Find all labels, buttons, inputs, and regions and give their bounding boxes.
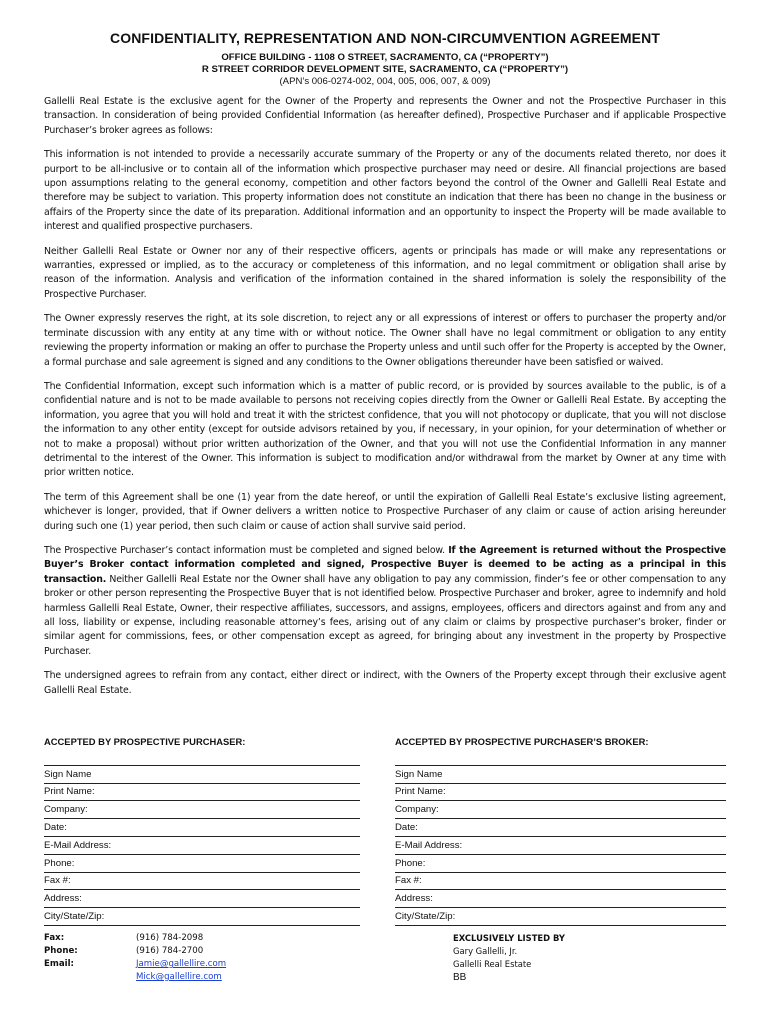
email-label: Email: bbox=[44, 959, 74, 969]
broker-field[interactable]: Phone: bbox=[395, 855, 726, 873]
phone-number: (916) 784-2700 bbox=[136, 946, 204, 956]
property-line-1: OFFICE BUILDING - 1108 O STREET, SACRAMENTO, CA (“PROPERTY”) bbox=[221, 52, 549, 63]
purchaser-field[interactable]: Phone: bbox=[44, 855, 360, 873]
paragraph-term: The term of this Agreement shall be one (1) year from the date hereof, or until the expiration of Gallelli Real Estate’s exclusive listing agreement, whichever is longer, provided, that if Owner delivers a written notice to Prospective Purchaser of any claim or cause of action arising hereunder during such one (1) year period, then such claim or cause of action shall survive said period. bbox=[44, 491, 726, 532]
broker-field[interactable]: Date: bbox=[395, 819, 726, 837]
phone-label: Phone: bbox=[44, 946, 78, 956]
paragraph-no-warranty: Neither Gallelli Real Estate or Owner nor any of their respective officers, agents or principals has made or will make any representations or warranties, expressed or implied, as to the accuracy or completeness of this information, and no legal commitment or obligation shall arise by reason of the information. Analysis and verification of the information contained in the shared information is solely the responsibility of the Prospective Purchaser. bbox=[44, 245, 726, 300]
listing-block bbox=[453, 932, 565, 984]
purchaser-field[interactable]: Sign Name bbox=[44, 765, 360, 784]
paragraph-disclaimer: This information is not intended to provide a necessarily accurate summary of the Property or any of the documents related thereto, nor does it purport to be all-inclusive or to contain all of the information which prospective purchaser may need or desire. All financial projections are based upon assumptions relating to the general economy, competition and other factors beyond the control of the Owner and Gallelli Real Estate and therefore may be subject to variation. This property information does not constitute an indication that there has been no change in the business or affairs of the Property since the date of its preparation. Additional information and an opportunity to inspect the Property will be made available to interest and qualified prospective purchasers. bbox=[44, 149, 726, 233]
listing-heading: EXCLUSIVELY LISTED BY bbox=[453, 933, 565, 943]
purchaser-field[interactable]: Address: bbox=[44, 890, 360, 908]
listing-agent: Gary Gallelli, Jr. bbox=[453, 946, 518, 956]
purchaser-field[interactable]: Fax #: bbox=[44, 872, 360, 890]
purchaser-field[interactable]: Date: bbox=[44, 819, 360, 837]
indemnity-text: Neither Gallelli Real Estate nor the Owner shall have any obligation to pay any commission, finder’s fee or other compensation to any broker or other person representing the Prospective Buyer that is not identified below. Prospective Purchaser and broker, agree to indemnify and hold harmless Gallelli Real Estate, Owner, their respective affiliates, successors, and assigns, employees, officers and directors against and from any and all loss, liability or expense, including reasonable attorney’s fees, arising out of any claim or claims by prospective purchaser’s broker, finder or similar agent for commissions, fees, or other compensation except as agreed, for bringing about any investment in the property by Prospective Purchaser. bbox=[44, 573, 726, 657]
purchaser-field[interactable]: City/State/Zip: bbox=[44, 908, 360, 926]
listing-company: Gallelli Real Estate bbox=[453, 959, 532, 969]
purchaser-field[interactable]: Company: bbox=[44, 801, 360, 819]
initials: BB bbox=[453, 972, 467, 983]
broker-field[interactable]: Print Name: bbox=[395, 783, 726, 801]
purchaser-field[interactable]: Print Name: bbox=[44, 783, 360, 801]
principal-warning: If the Agreement is returned without the Prospective Buyer’s Broker contact information completed and signed, Prospective Buyer is deemed to be acting as a principal in this transaction. bbox=[44, 544, 726, 585]
paragraph-confidentiality: The Confidential Information, except such information which is a matter of public record, or is provided by sources available to the public, is of a confidential nature and is not to be made available to persons not receiving copies directly from the Owner or Gallelli Real Estate. By accepting the information, you agree that you will hold and treat it with the strictest confidence, that you will not photocopy or duplicate, that you will not disclose the information to any other entity (except for outside advisors retained by you, if necessary, in your opinion, for your determination of whether or not to make a proposal) without prior written authorization of the Owner, and that you will not use the Confidential Information in any manner detrimental to the interest of the Owner. This information is subject to modification and/or withdrawal from the market by Owner at any time with prior written notice. bbox=[44, 380, 726, 479]
broker-field[interactable]: Address: bbox=[395, 890, 726, 908]
paragraph-non-circumvention: The undersigned agrees to refrain from any contact, either direct or indirect, with the Owners of the Property except through their exclusive agent Gallelli Real Estate. bbox=[44, 670, 726, 696]
contact-requirement-text: The Prospective Purchaser’s contact information must be completed and signed below. bbox=[44, 544, 445, 556]
paragraph-intro: Gallelli Real Estate is the exclusive agent for the Owner of the Property and represents the Owner and not the Prospective Purchaser in this transaction. In consideration of being provided Confidential Information (as hereafter defined), Prospective Purchaser and if applicable Prospective Purchaser’s broker agrees as follows: bbox=[44, 96, 726, 136]
property-line-2: R STREET CORRIDOR DEVELOPMENT SITE, SACRAMENTO, CA (“PROPERTY”) bbox=[201, 64, 569, 75]
paragraph-contact-requirements bbox=[44, 544, 726, 659]
apn-line: (APN’s 006-0274-002, 004, 005, 006, 007, & 009) bbox=[279, 76, 491, 87]
broker-field[interactable]: Sign Name bbox=[395, 765, 726, 784]
broker-field[interactable]: E-Mail Address: bbox=[395, 837, 726, 855]
broker-field[interactable]: City/State/Zip: bbox=[395, 908, 726, 926]
paragraph-owner-rights: The Owner expressly reserves the right, at its sole discretion, to reject any or all expressions of interest or offers to purchaser the property and/or terminate discussion with any entity at any time with or without notice. The Owner shall have no legal commitment or obligation to any entity reviewing the property information or making an offer to purchase the Property unless and until such offer for the Property is accepted by the Owner, a formal purchase and sale agreement is signed and any conditions to the Owner obligations thereunder have been satisfied or waived. bbox=[44, 313, 726, 368]
email-link-mick[interactable]: Mick@gallellire.com bbox=[136, 972, 222, 982]
document-title: CONFIDENTIALITY, REPRESENTATION AND NON-CIRCUMVENTION AGREEMENT bbox=[110, 30, 660, 46]
agreement-body bbox=[44, 95, 726, 708]
purchaser-heading: ACCEPTED BY PROSPECTIVE PURCHASER: bbox=[44, 736, 246, 747]
broker-heading: ACCEPTED BY PROSPECTIVE PURCHASER’S BROKER: bbox=[395, 736, 649, 747]
broker-field[interactable]: Company: bbox=[395, 801, 726, 819]
broker-field[interactable]: Fax #: bbox=[395, 872, 726, 890]
contact-values bbox=[136, 932, 226, 984]
fax-label: Fax: bbox=[44, 933, 65, 943]
email-link-jamie[interactable]: Jamie@gallellire.com bbox=[136, 959, 227, 969]
purchaser-field[interactable]: E-Mail Address: bbox=[44, 837, 360, 855]
fax-number: (916) 784-2098 bbox=[136, 933, 204, 943]
contact-labels bbox=[44, 932, 78, 971]
